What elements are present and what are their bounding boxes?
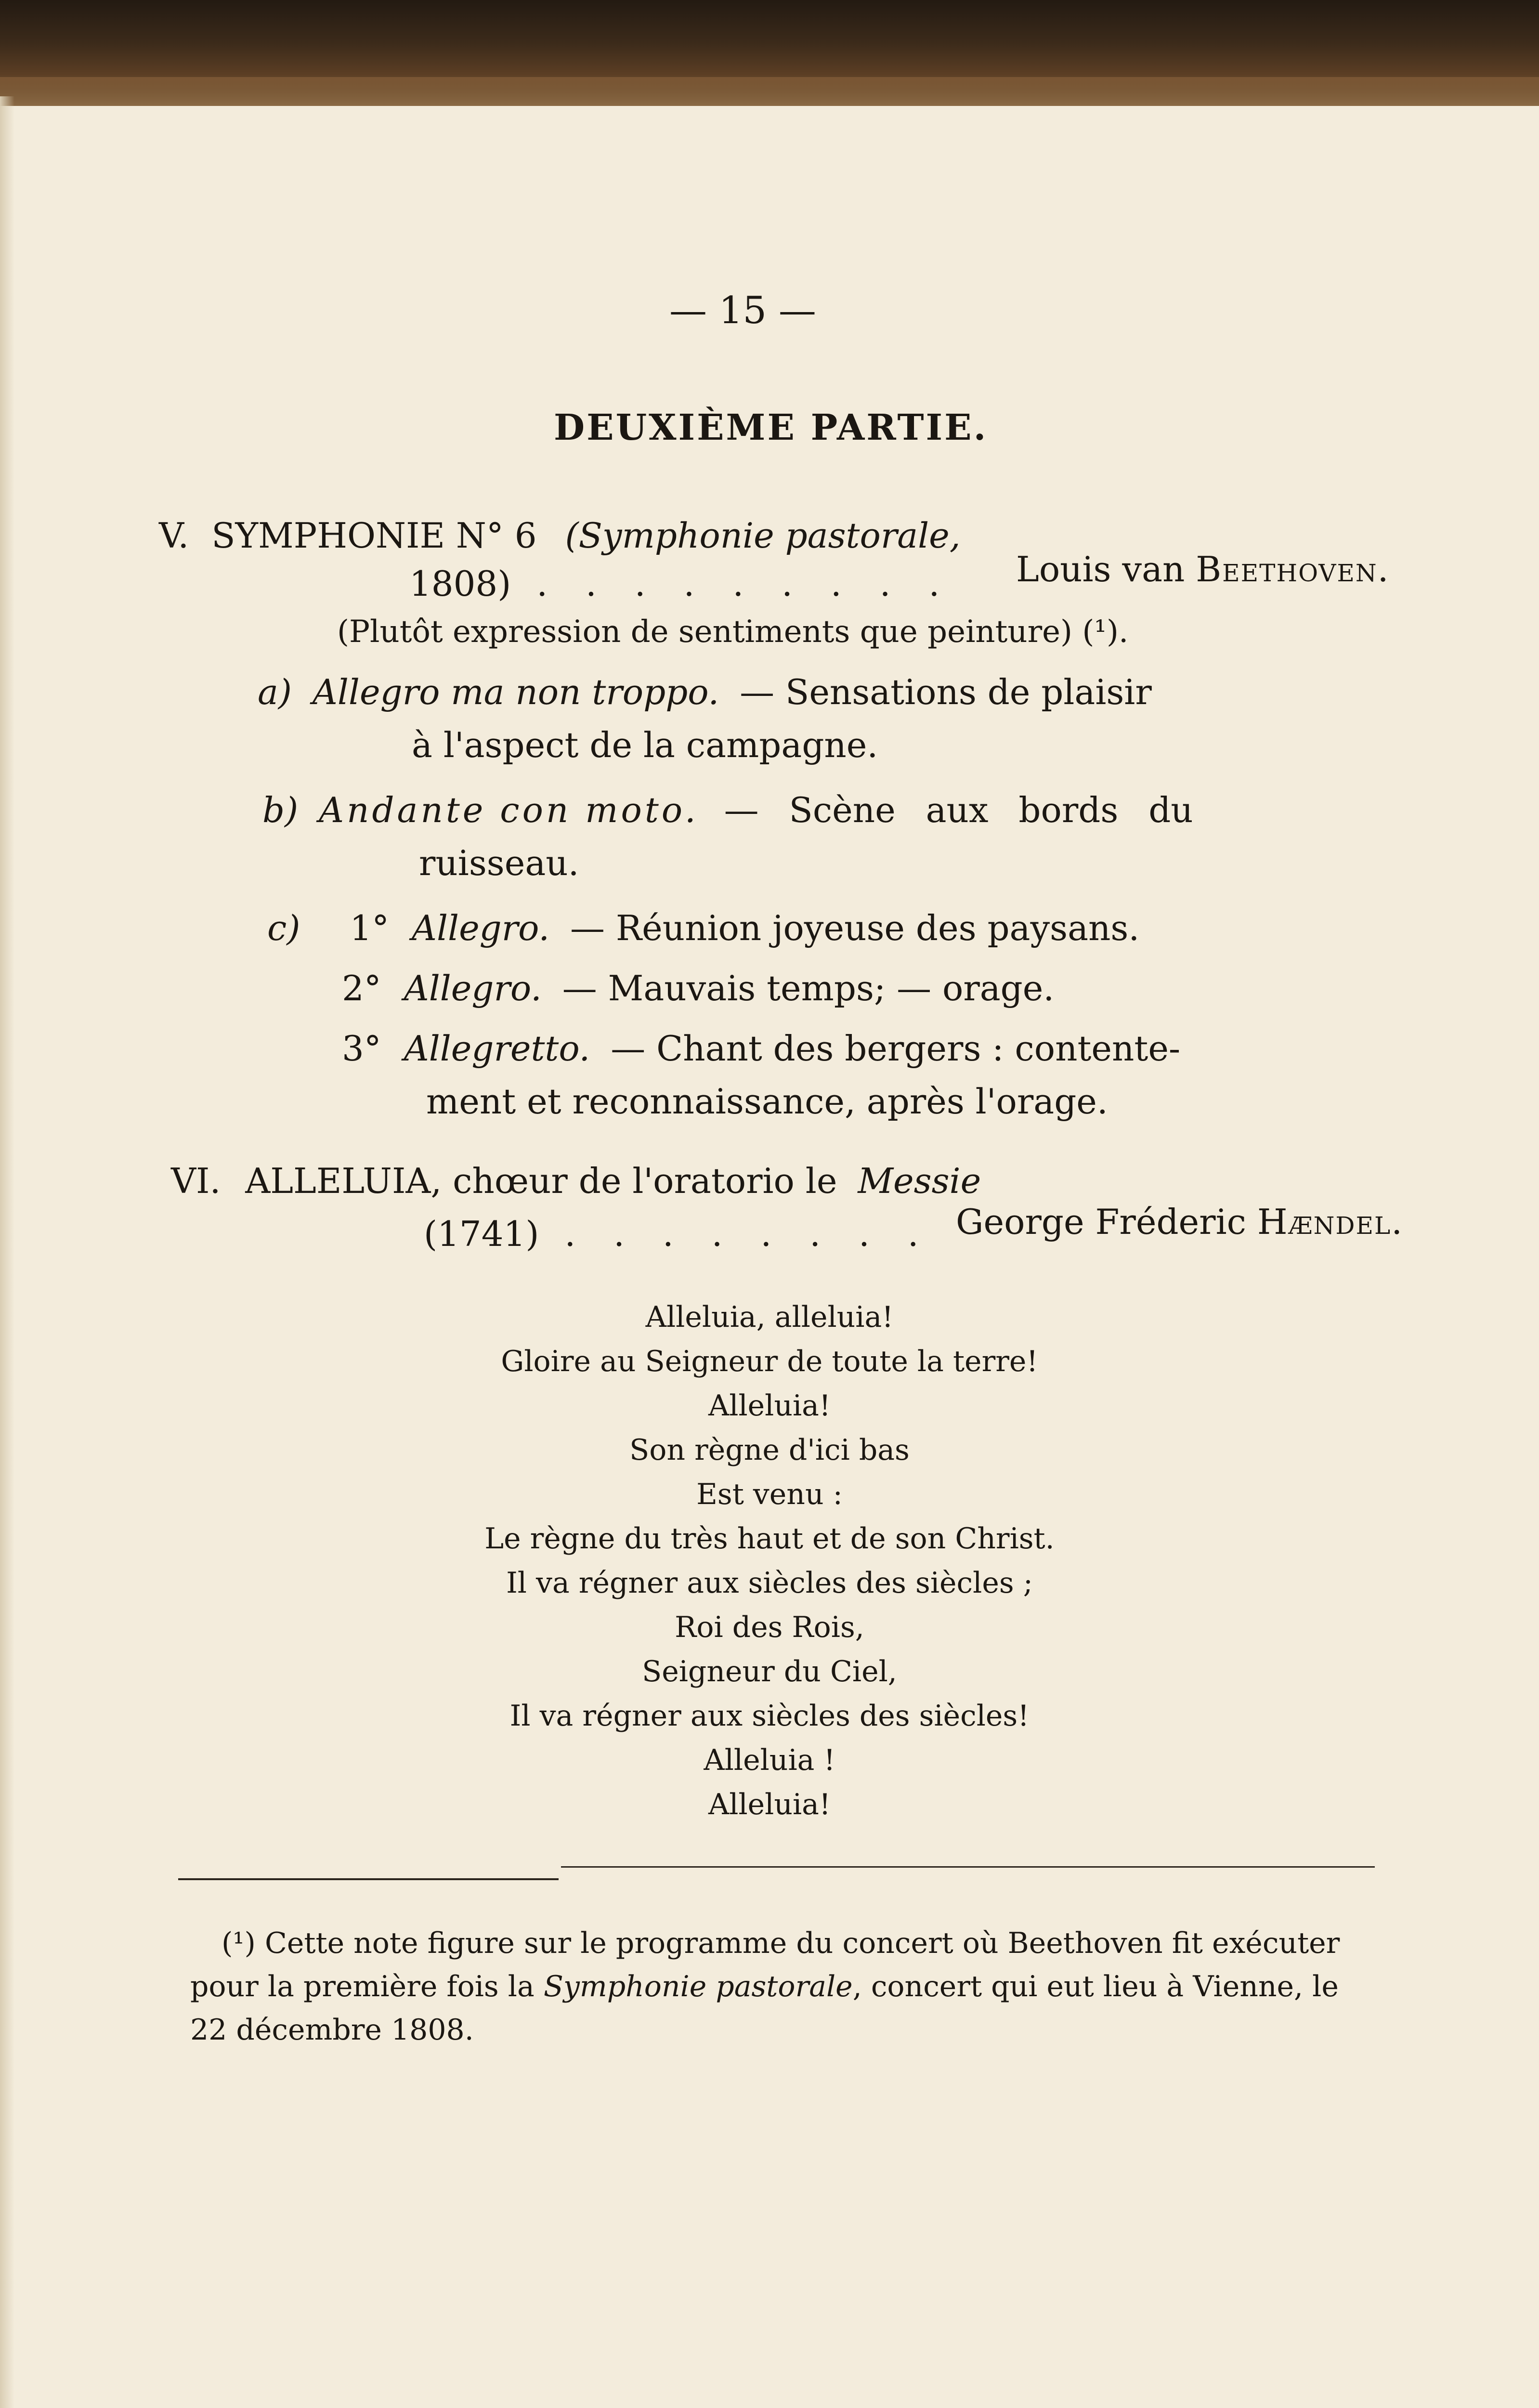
item6-year-line (424, 1214, 932, 1254)
movement-c3-cont: ment et reconnaissance, après l'orage. (426, 1081, 1108, 1122)
movement-tempo: Allegretto. (404, 1028, 590, 1069)
item6-composer-first: George Fréderic (956, 1202, 1246, 1242)
movement-label: b) (262, 790, 299, 830)
item6-work: Messie (858, 1161, 981, 1201)
poem-line: Alleluia! (708, 1389, 831, 1423)
item5-title-line (159, 515, 961, 556)
movement-c2 (342, 968, 1054, 1008)
section-heading: DEUXIÈME PARTIE. (554, 407, 988, 448)
item6-composer-last: Hændel. (1257, 1202, 1404, 1242)
item5-year-line (409, 563, 953, 604)
item6-dots: . . . . . . . . (564, 1214, 932, 1254)
item5-subtitle: (Symphonie pastorale, (565, 515, 961, 556)
poem-line: Gloire au Seigneur de toute la terre! (501, 1345, 1038, 1378)
item5-note: (Plutôt expression de sentiments que peinture) (¹). (337, 614, 1129, 650)
movement-desc: — Réunion joyeuse des paysans. (570, 908, 1140, 948)
poem-line: Alleluia! (708, 1788, 831, 1821)
movement-tempo: Allegro. (404, 968, 542, 1008)
footnote-rule-right (561, 1866, 1375, 1868)
movement-desc: — Chant des bergers : contente- (611, 1028, 1181, 1069)
footnote-line-2 (190, 1970, 1339, 2003)
poem-line: Il va régner aux siècles des siècles ; (506, 1566, 1033, 1600)
movement-c3 (342, 1028, 1180, 1069)
movement-tempo: Allegro ma non troppo. (312, 672, 719, 712)
item5-composer (1016, 549, 1389, 589)
item5-title: SYMPHONIE N° 6 (211, 515, 537, 556)
page-gutter-shadow (0, 96, 14, 2408)
footnote-line-1: (¹) Cette note figure sur le programme du concert où Beethoven fit exécuter (222, 1926, 1340, 1960)
poem-line: Le règne du très haut et de son Christ. (484, 1522, 1055, 1556)
movement-label: a) (258, 672, 292, 712)
item6-title-line (171, 1161, 981, 1201)
movement-tempo: Andante con moto. (319, 790, 699, 830)
item6-year: (1741) (424, 1214, 539, 1254)
movement-c (267, 908, 1139, 948)
footnote-text: pour la première fois la (190, 1970, 535, 2003)
poem-line: Il va régner aux siècles des siècles! (509, 1699, 1030, 1733)
poem-line: Est venu : (696, 1478, 843, 1511)
item5-composer-first: Louis van (1016, 549, 1185, 589)
book-spine-edge (0, 0, 1539, 106)
poem-line: Alleluia, alleluia! (645, 1300, 894, 1334)
movement-b-cont: ruisseau. (419, 843, 579, 883)
movement-desc: — Mauvais temps; — orage. (562, 968, 1055, 1008)
poem-line: Son règne d'ici bas (629, 1433, 910, 1467)
page-number: — 15 — (669, 289, 816, 332)
movement-a-cont: à l'aspect de la campagne. (412, 725, 878, 765)
movement-label: c) (267, 908, 300, 948)
movement-num: 1° (350, 908, 390, 948)
poem-line: Alleluia ! (704, 1743, 835, 1777)
footnote-text: , concert qui eut lieu à Vienne, le (852, 1970, 1339, 2003)
item6-number: VI. (171, 1161, 221, 1201)
item5-number: V. (159, 515, 189, 556)
movement-num: 2° (342, 968, 381, 1008)
movement-a (258, 672, 1152, 712)
poem-line: Roi des Rois, (675, 1610, 864, 1644)
movement-tempo: Allegro. (412, 908, 550, 948)
movement-num: 3° (342, 1028, 381, 1069)
item5-composer-last: Beethoven. (1196, 549, 1390, 589)
item6-composer (956, 1202, 1403, 1242)
item5-dots: . . . . . . . . . (536, 563, 953, 604)
item5-year: 1808) (409, 563, 511, 604)
poem-line: Seigneur du Ciel, (642, 1655, 897, 1688)
item6-title: ALLELUIA, chœur de l'oratorio le (245, 1161, 837, 1201)
footnote-work: Symphonie pastorale (543, 1970, 853, 2003)
movement-desc: — Sensations de plaisir (740, 672, 1152, 712)
footnote-rule-left (178, 1878, 559, 1880)
movement-desc: — Scène aux bords du (724, 790, 1193, 830)
footnote-line-3: 22 décembre 1808. (190, 2013, 474, 2047)
movement-b (262, 790, 1193, 830)
